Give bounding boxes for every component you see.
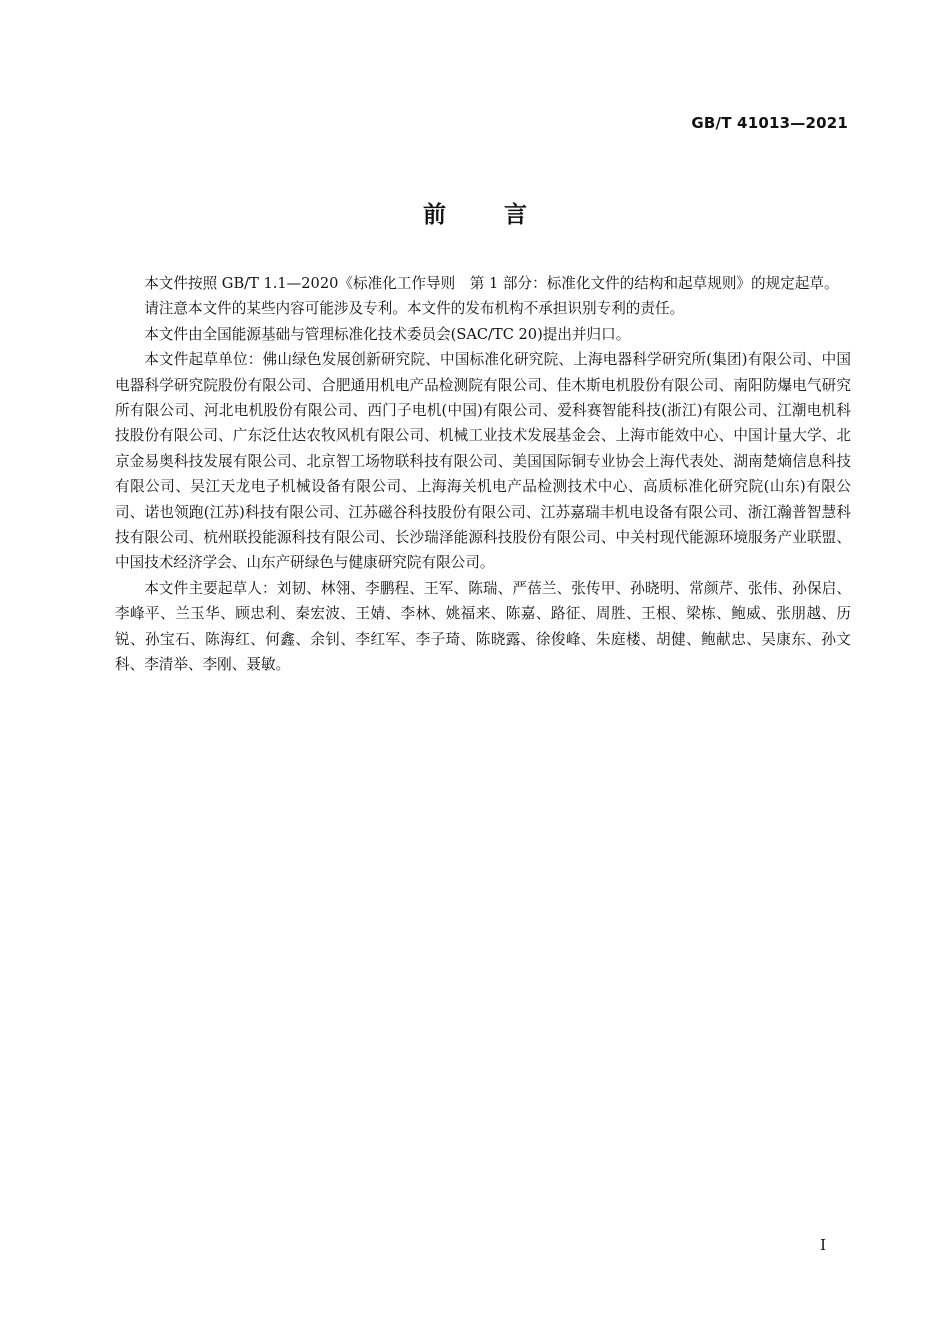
standard-number: GB/T 41013—2021 xyxy=(691,114,848,132)
paragraph-proposer: 本文件由全国能源基础与管理标准化技术委员会(SAC/TC 20)提出并归口。 xyxy=(144,325,631,343)
page-number: I xyxy=(820,1236,826,1254)
paragraph-drafting-rules: 本文件按照 GB/T 1.1—2020《标准化工作导则 第 1 部分：标准化文件的结构和起草规则》的规定起草。 xyxy=(144,275,839,292)
paragraph-main-drafters: 本文件主要起草人：刘韧、林翎、李鹏程、王军、陈瑞、严蓓兰、张传甲、孙晓明、常颜芹、张伟、孙保启、李峰平、兰玉华、顾忠利、秦宏波、王婧、李林、姚福来、陈嘉、路征、周胜、王根、梁栋、鲍威、张朋越、历锐、孙宝石、陈海红、何鑫、余钊、李红军、李子琦、陈晓露、徐俊峰、朱庭楼、胡健、鲍献忠、吴康东、孙文科、李清举、李刚、聂敏。 xyxy=(115,579,851,674)
foreword-body xyxy=(115,271,851,678)
paragraph-patent-notice: 请注意本文件的某些内容可能涉及专利。本文件的发布机构不承担识别专利的责任。 xyxy=(144,300,685,318)
page-title: 前言 xyxy=(423,202,585,228)
paragraph-drafting-units: 本文件起草单位：佛山绿色发展创新研究院、中国标准化研究院、上海电器科学研究所(集团)有限公司、中国电器科学研究院股份有限公司、合肥通用机电产品检测院有限公司、佳木斯电机股份有限公司、南阳防爆电气研究所有限公司、河北电机股份有限公司、西门子电机(中国)有限公司、爱科赛智能科技(浙江)有限公司、江潮电机科技股份有限公司、广东泛仕达农牧风机有限公司、机械工业技术发展基金会、上海市能效中心、中国计量大学、北京金易奥科技发展有限公司、北京智工场物联科技有限公司、美国国际铜专业协会上海代表处、湖南楚熵信息科技有限公司、吴江天龙电子机械设备有限公司、上海海关机电产品检测技术中心、高质标准化研究院(山东)有限公司、诺也领跑(江苏)科技有限公司、江苏磁谷科技股份有限公司、江苏嘉瑞丰机电设备有限公司、浙江瀚普智慧科技有限公司、杭州联投能源科技有限公司、长沙瑞泽能源科技股份有限公司、中关村现代能源环境服务产业联盟、中国技术经济学会、山东产研绿色与健康研究院有限公司。 xyxy=(115,351,851,572)
